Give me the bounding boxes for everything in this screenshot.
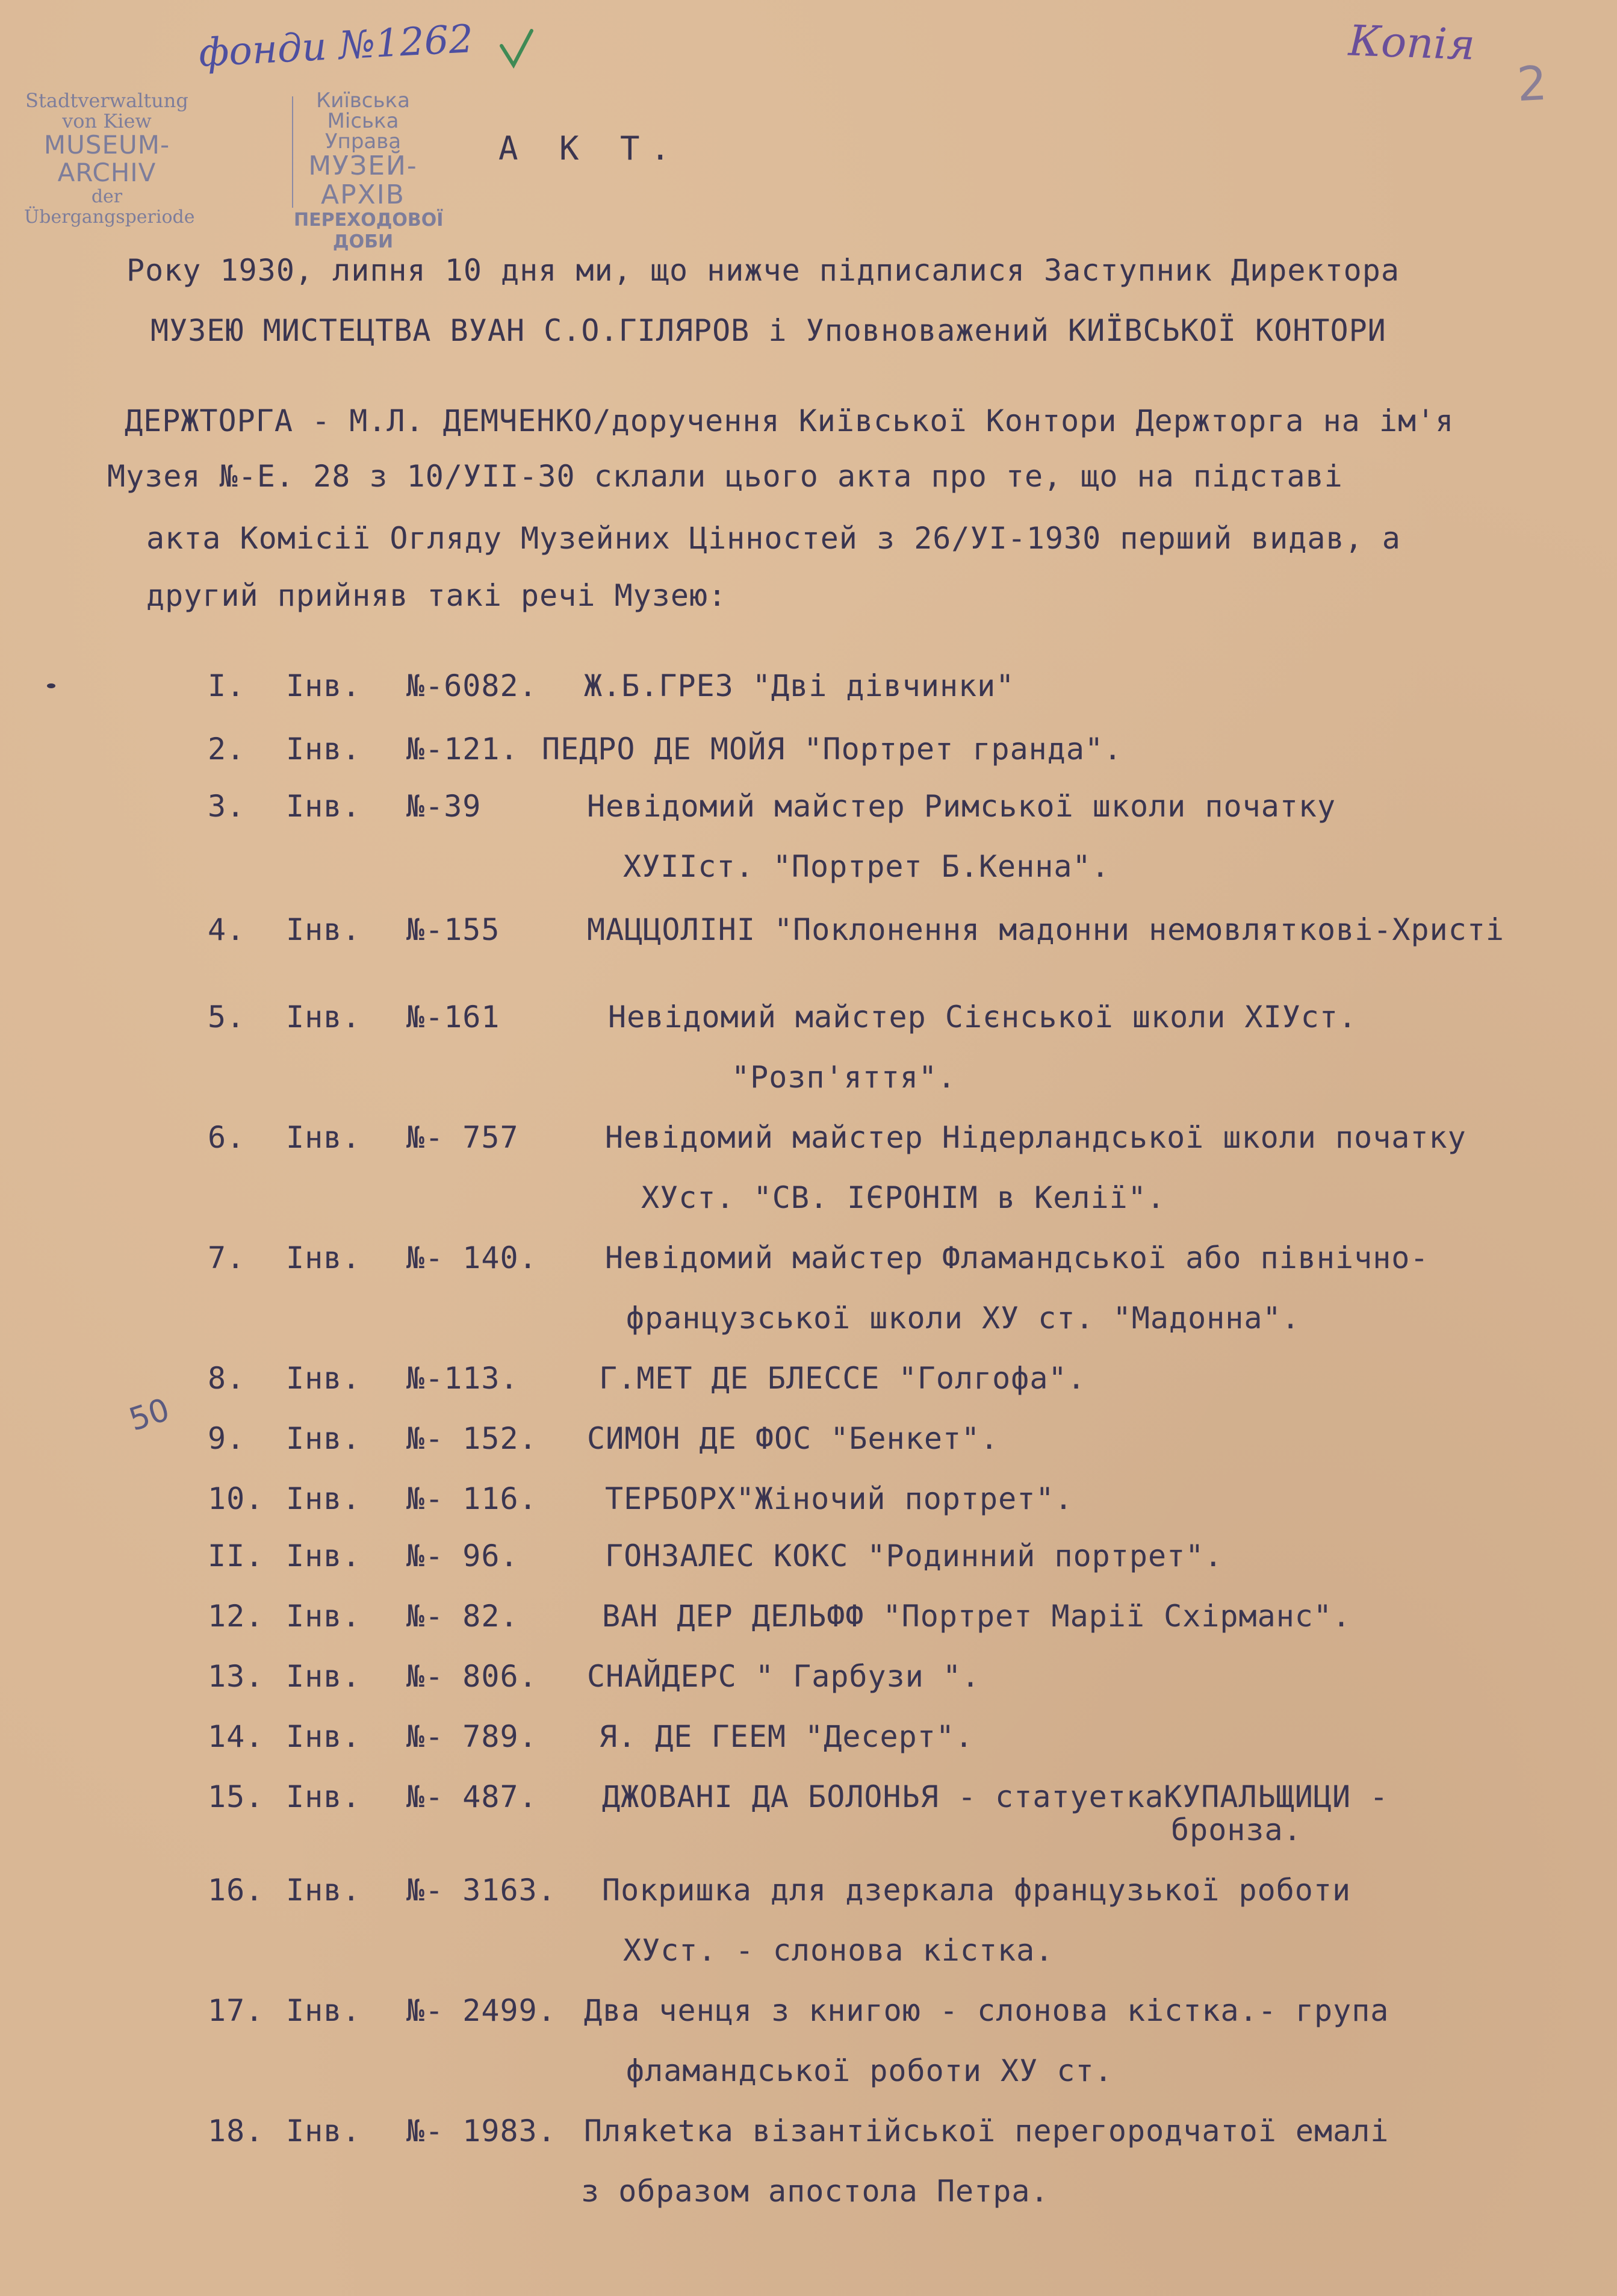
item-inv-label: Інв. (286, 1421, 361, 1456)
item-description: ВАН ДЕР ДЕЛЬФФ "Портрет Марії Схірманс". (602, 1599, 1352, 1634)
item-number: 6. (208, 1120, 246, 1155)
checkmark-icon (498, 28, 535, 70)
item-number: 9. (208, 1421, 246, 1456)
stamp-right-block (294, 89, 444, 253)
item-inv-label: Інв. (286, 1538, 361, 1573)
item-inv-label: Інв. (286, 1599, 361, 1634)
item-description: Невідомий майстер Фламандської або північно- (605, 1240, 1429, 1275)
stamp-left-block (24, 89, 195, 228)
inventory-item-2 (208, 732, 599, 767)
item-inv-code: №- 2499. (406, 1993, 556, 2028)
item-inv-label: Інв. (286, 1873, 361, 1908)
item-inv-code: №-161 (406, 1000, 500, 1034)
item-inv-label: Інв. (286, 668, 361, 703)
item-inv-code: №- 789. (406, 1719, 538, 1754)
item-description: Покришка для дзеркала французької роботи (602, 1873, 1352, 1908)
stamp-right-line3: МУЗЕЙ-АРХІВ (308, 151, 418, 210)
handwritten-fond-note: фонди №1262 (197, 17, 474, 76)
inventory-item-8 (208, 1361, 599, 1396)
inventory-item-9 (208, 1421, 599, 1456)
item-description: Два ченця з книгою - слонова кістка.- група (584, 1993, 1389, 2028)
stamp-left-line1: Stadtverwaltung (25, 89, 188, 112)
item-inv-code: №- 487. (406, 1779, 538, 1814)
item-number: 13. (208, 1659, 264, 1694)
item-description: Невідомий майстер Сієнської школи ХІУст. (608, 1000, 1358, 1034)
stamp-left-line2: von Kiew (62, 110, 152, 132)
item-description: Невідомий майстер Римської школи початку (587, 789, 1336, 824)
item-number: 7. (208, 1240, 246, 1275)
inventory-item-7 (208, 1240, 599, 1275)
item-description: ПЕДРО ДЕ МОЙЯ "Портрет гранда". (542, 732, 1123, 767)
item-description: СИМОН ДЕ ФОС "Бенкет". (587, 1421, 999, 1456)
item-inv-code: №- 757 (406, 1120, 519, 1155)
item-number: 3. (208, 789, 246, 824)
inventory-item-5 (208, 1000, 599, 1034)
stamp-left-line3: MUSEUM-ARCHIV (43, 130, 170, 187)
item-inv-label: Інв. (286, 912, 361, 947)
item-inv-code: №-39 (406, 789, 482, 824)
item-inv-label: Інв. (286, 1120, 361, 1155)
item-inv-code: №-6082. (406, 668, 538, 703)
item-description-continued: ХУІІст. "Портрет Б.Кенна". (623, 849, 1110, 884)
intro-line-1: Року 1930, липня 10 дня ми, що нижче підписалися Заступник Директора (126, 253, 1400, 288)
intro-line-5: акта Комісії Огляду Музейних Цінностей з 26/УІ-1930 перший видав, а (146, 521, 1401, 556)
item-description-continued: французської школи ХУ ст. "Мадонна". (626, 1301, 1300, 1336)
item-description: Я. ДЕ ГЕЕМ "Десерт". (599, 1719, 974, 1754)
item-inv-label: Інв. (286, 732, 361, 767)
item-number: I. (208, 668, 246, 703)
page-number: 2 (1515, 56, 1548, 113)
item-inv-label: Інв. (286, 1240, 361, 1275)
margin-number: 50 (125, 1392, 174, 1439)
handwritten-copy-note: Копія (1347, 16, 1476, 70)
item-inv-label: Інв. (286, 1719, 361, 1754)
item-description: СНАЙДЕРС " Гарбузи ". (587, 1659, 981, 1694)
item-description-continued: ХУст. "СВ. ІЄРОНІМ в Келії". (641, 1180, 1165, 1215)
item-inv-code: №- 82. (406, 1599, 519, 1634)
item-inv-label: Інв. (286, 1000, 361, 1034)
item-description: Г.МЕТ ДЕ БЛЕССЕ "Голгофа". (599, 1361, 1086, 1396)
item-inv-label: Інв. (286, 2114, 361, 2148)
item-inv-code: №-155 (406, 912, 500, 947)
item-description-continued: бронза. (1171, 1812, 1302, 1847)
inventory-item-14 (208, 1719, 599, 1754)
inventory-item-4 (208, 912, 599, 947)
item-description: ГОНЗАЛЕС КОКС "Родинний портрет". (605, 1538, 1223, 1573)
item-description-continued: з образом апостола Петра. (581, 2174, 1049, 2209)
item-number: II. (208, 1538, 264, 1573)
item-inv-code: №- 152. (406, 1421, 538, 1456)
item-number: 14. (208, 1719, 264, 1754)
item-number: 12. (208, 1599, 264, 1634)
stamp-right-line4: ПЕРЕХОДОВОЇ ДОБИ (294, 210, 444, 252)
item-number: 2. (208, 732, 246, 767)
item-inv-label: Інв. (286, 1361, 361, 1396)
item-description: Ж.Б.ГРЕЗ "Дві дівчинки" (584, 668, 1015, 703)
item-inv-code: №- 140. (406, 1240, 538, 1275)
item-number: 15. (208, 1779, 264, 1814)
item-inv-code: №- 116. (406, 1481, 538, 1516)
item-description-continued: фламандської роботи ХУ ст. (626, 2053, 1113, 2088)
inventory-item-1 (208, 668, 599, 703)
inventory-item-10 (208, 1481, 599, 1516)
item-description: ТЕРБОРХ"Жіночий портрет". (605, 1481, 1073, 1516)
stamp-divider (292, 96, 293, 208)
document-title: А К Т. (498, 129, 681, 167)
item-inv-code: №-121. (406, 732, 519, 767)
item-description: Пляketка візантійської перегородчатої емалі (584, 2114, 1389, 2148)
intro-line-6: другий прийняв такі речі Музею: (146, 578, 727, 613)
item-inv-code: №-113. (406, 1361, 519, 1396)
inventory-item-15 (208, 1779, 599, 1814)
item-inv-code: №- 96. (406, 1538, 519, 1573)
item-number: 5. (208, 1000, 246, 1034)
item-inv-label: Інв. (286, 789, 361, 824)
inventory-item-13 (208, 1659, 599, 1694)
inventory-item-17 (208, 1993, 599, 2028)
item-number: 4. (208, 912, 246, 947)
item-number: 10. (208, 1481, 264, 1516)
item-description: МАЦЦОЛІНІ "Поклонення мадонни немовлятковi-Христі (587, 912, 1505, 947)
intro-line-2: МУЗЕЮ МИСТЕЦТВА ВУАН С.О.ГІЛЯРОВ і Уповноважений КИЇВСЬКОЇ КОНТОРИ (151, 313, 1386, 348)
inventory-item-6 (208, 1120, 599, 1155)
inventory-item-18 (208, 2114, 599, 2148)
item-description: ДЖОВАНІ ДА БОЛОНЬЯ - статуеткаКУПАЛЬЩИЦИ - (602, 1779, 1389, 1814)
margin-dot (47, 683, 55, 688)
item-inv-code: №- 3163. (406, 1873, 556, 1908)
item-number: 18. (208, 2114, 264, 2148)
item-description-continued: ХУст. - слонова кістка. (623, 1933, 1054, 1968)
item-description-continued: "Розп'яття". (731, 1060, 957, 1095)
inventory-item-12 (208, 1599, 599, 1634)
stamp-right-line1: Київська (316, 89, 410, 113)
intro-line-3: ДЕРЖТОРГА - М.Л. ДЕМЧЕНКО/доручення Київської Контори Держторга на ім'я (125, 403, 1454, 438)
inventory-item-3 (208, 789, 599, 824)
inventory-item-16 (208, 1873, 599, 1908)
item-inv-label: Інв. (286, 1779, 361, 1814)
item-inv-code: №- 806. (406, 1659, 538, 1694)
stamp-left-line4: der Übergangsperiode (24, 186, 195, 228)
inventory-item-11 (208, 1538, 599, 1573)
intro-line-4: Музея №-Е. 28 з 10/УІІ-30 склали цього акта про те, що на підставі (107, 459, 1343, 494)
item-description: Невідомий майстер Нідерландської школи початку (605, 1120, 1466, 1155)
item-inv-label: Інв. (286, 1481, 361, 1516)
item-number: 17. (208, 1993, 264, 2028)
item-inv-code: №- 1983. (406, 2114, 556, 2148)
item-number: 8. (208, 1361, 246, 1396)
stamp-right-line2: Міська Управа (324, 109, 402, 154)
item-number: 16. (208, 1873, 264, 1908)
item-inv-label: Інв. (286, 1659, 361, 1694)
item-inv-label: Інв. (286, 1993, 361, 2028)
